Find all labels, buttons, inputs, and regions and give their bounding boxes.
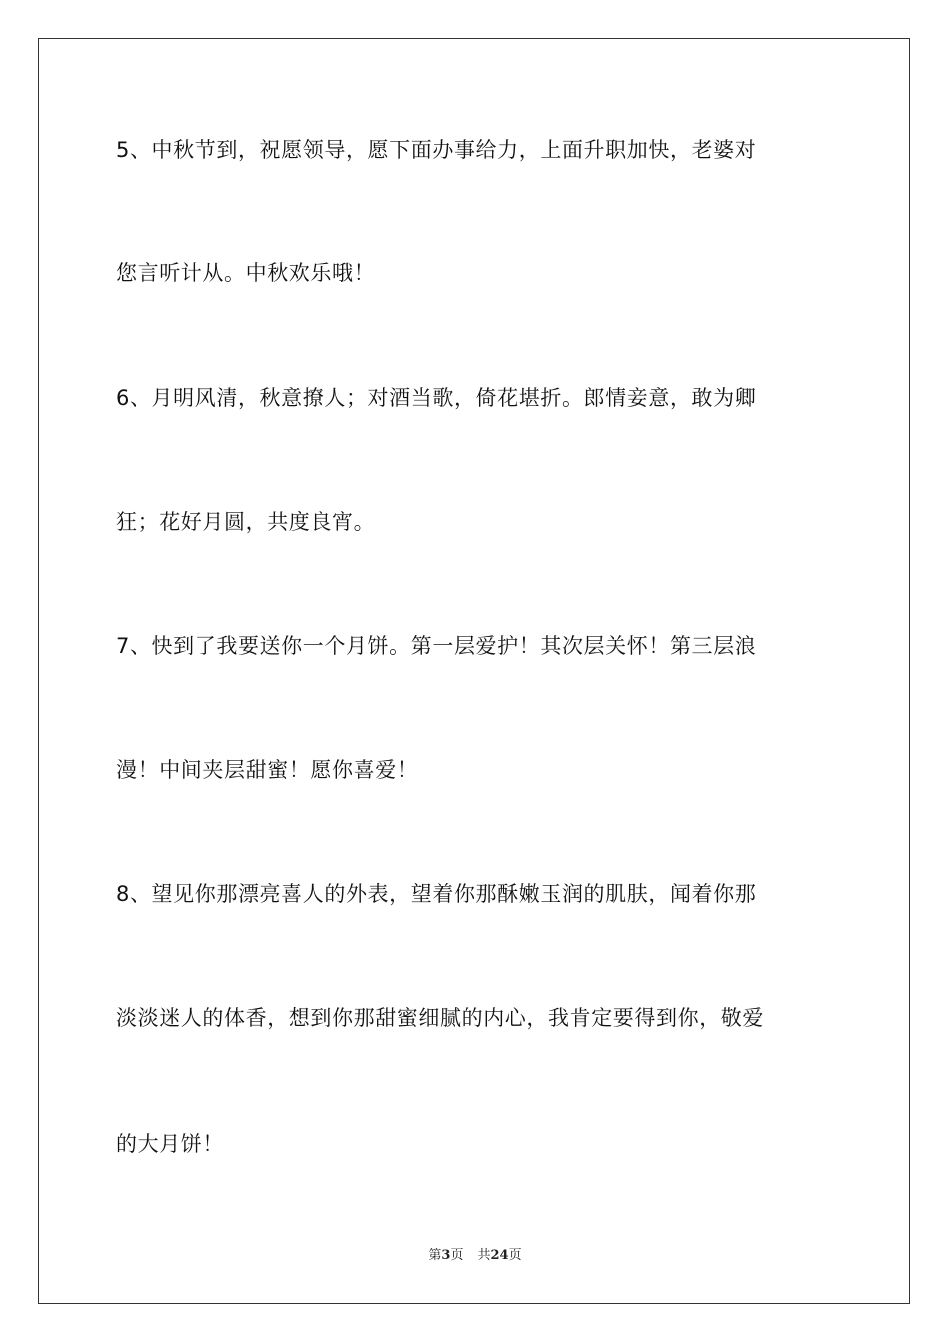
- page-total-suffix: 页: [508, 1248, 522, 1263]
- page-number-prefix: 第: [428, 1248, 442, 1263]
- paragraph-line: 淡淡迷人的体香，想到你那甜蜜细腻的内心，我肯定要得到你，敬爱: [116, 1006, 764, 1030]
- paragraph-line: 7、快到了我要送你一个月饼。第一层爱护！其次层关怀！第三层浪: [116, 634, 757, 658]
- paragraph-line: 5、中秋节到，祝愿领导，愿下面办事给力，上面升职加快，老婆对: [116, 138, 757, 162]
- paragraph-line: 漫！中间夹层甜蜜！愿你喜爱！: [116, 758, 419, 782]
- paragraph-line: 的大月饼！: [116, 1132, 224, 1156]
- paragraph-line: 您言听计从。中秋欢乐哦！: [116, 261, 376, 285]
- paragraph-line: 6、月明风清，秋意撩人；对酒当歌，倚花堪折。郎情妾意，敢为卿: [116, 386, 757, 410]
- page-frame: [38, 38, 910, 1304]
- paragraph-line: 狂；花好月圆，共度良宵。: [116, 510, 376, 534]
- page-total-count: 24: [490, 1248, 509, 1263]
- page-footer: [0, 1247, 950, 1265]
- page-number-current: 3: [441, 1248, 451, 1263]
- page-number-suffix: 页: [450, 1248, 464, 1263]
- page-total-prefix: 共: [477, 1248, 491, 1263]
- paragraph-line: 8、望见你那漂亮喜人的外表，望着你那酥嫩玉润的肌肤，闻着你那: [116, 882, 757, 906]
